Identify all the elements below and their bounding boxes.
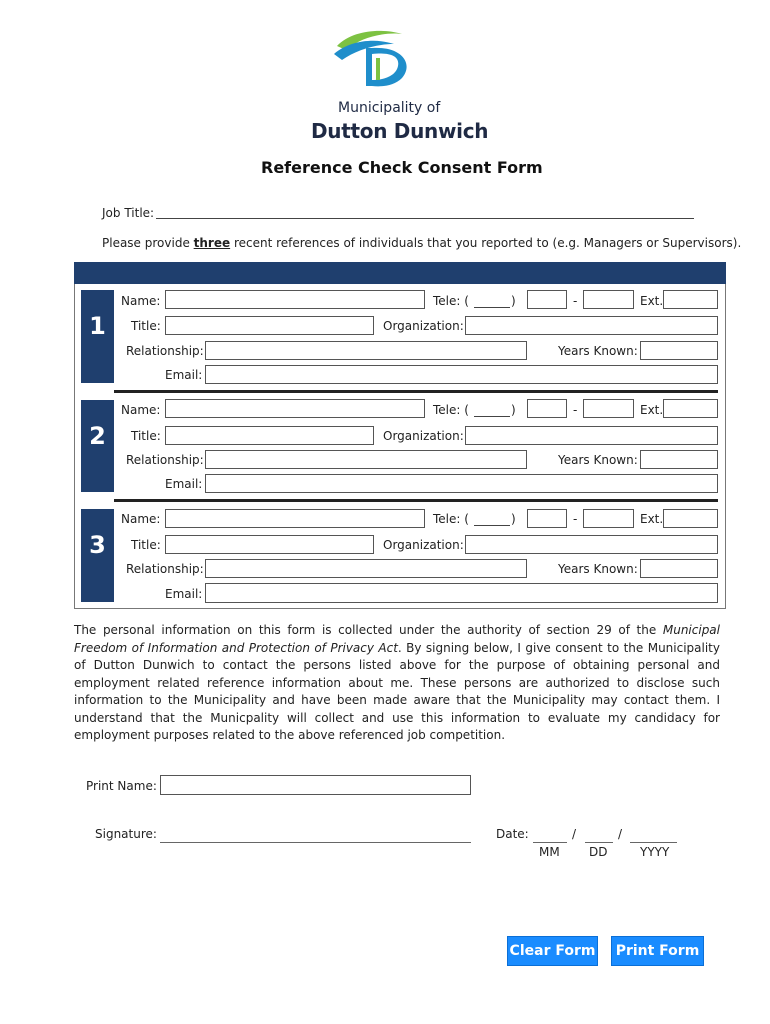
ref2-name-label: Name: (121, 403, 161, 417)
ref2-organization-label: Organization: (383, 429, 464, 443)
ref2-area-code-input[interactable] (474, 416, 510, 417)
intro-after: recent references of individuals that you reported to (e.g. Managers or Supervisors). (230, 236, 742, 250)
date-dd-hint: DD (589, 845, 608, 859)
ref3-email-input[interactable] (205, 583, 718, 603)
ref1-organization-label: Organization: (383, 319, 464, 333)
ref3-phone-prefix-input[interactable] (527, 509, 567, 528)
ref1-title-input[interactable] (165, 316, 374, 335)
ref1-email-label: Email: (165, 368, 203, 382)
print-name-label: Print Name: (86, 779, 157, 793)
ref1-tele-close: ) (511, 294, 516, 308)
ref3-organization-label: Organization: (383, 538, 464, 552)
ref1-ext-label: Ext. (640, 294, 664, 308)
consent-paragraph (74, 622, 720, 745)
date-month-input[interactable] (533, 842, 567, 843)
ref3-email-label: Email: (165, 587, 203, 601)
references-header-bar (74, 262, 726, 284)
date-label: Date: (496, 827, 529, 841)
ref2-tele-label: Tele: ( (433, 403, 469, 417)
ref3-relationship-input[interactable] (205, 559, 527, 578)
ref3-phone-line-input[interactable] (583, 509, 634, 528)
reference-number-3: 3 (81, 509, 114, 602)
ref3-relationship-label: Relationship: (126, 562, 204, 576)
ref3-tele-label: Tele: ( (433, 512, 469, 526)
date-slash-1: / (572, 827, 577, 841)
ref2-years-known-label: Years Known: (558, 453, 638, 467)
ref3-name-input[interactable] (165, 509, 425, 528)
ref1-relationship-label: Relationship: (126, 344, 204, 358)
ref1-area-code-input[interactable] (474, 307, 510, 308)
ref2-title-label: Title: (131, 429, 161, 443)
date-mm-hint: MM (539, 845, 560, 859)
ref3-ext-input[interactable] (663, 509, 718, 528)
ref2-ext-label: Ext. (640, 403, 664, 417)
intro-before: Please provide (102, 236, 194, 250)
ref3-ext-label: Ext. (640, 512, 664, 526)
ref2-phone-dash: - (573, 403, 578, 417)
intro-text (102, 236, 741, 250)
ref3-phone-dash: - (573, 512, 578, 526)
ref2-tele-close: ) (511, 403, 516, 417)
consent-law-name: Municipal Freedom of Information and Protection of Privacy Act (74, 623, 720, 655)
reference-separator-1 (114, 390, 718, 393)
logo-line-1: Municipality of (338, 100, 441, 116)
ref1-name-label: Name: (121, 294, 161, 308)
date-day-input[interactable] (585, 842, 613, 843)
ref3-name-label: Name: (121, 512, 161, 526)
intro-emphasis: three (193, 236, 231, 250)
ref2-phone-line-input[interactable] (583, 399, 634, 418)
date-yyyy-hint: YYYY (640, 845, 670, 859)
ref1-phone-line-input[interactable] (583, 290, 634, 309)
ref1-name-input[interactable] (165, 290, 425, 309)
job-title-field[interactable] (156, 218, 694, 219)
ref3-title-input[interactable] (165, 535, 374, 554)
ref3-years-known-label: Years Known: (558, 562, 638, 576)
print-form-button[interactable]: Print Form (611, 936, 704, 966)
form-title: Reference Check Consent Form (261, 158, 543, 177)
ref3-tele-close: ) (511, 512, 516, 526)
consent-part-1: The personal information on this form is collected under the authority of section 29 of the (74, 623, 663, 637)
ref2-ext-input[interactable] (663, 399, 718, 418)
clear-form-button[interactable]: Clear Form (507, 936, 598, 966)
ref3-area-code-input[interactable] (474, 525, 510, 526)
ref2-phone-prefix-input[interactable] (527, 399, 567, 418)
ref1-years-known-label: Years Known: (558, 344, 638, 358)
date-slash-2: / (618, 827, 623, 841)
consent-part-2: . By signing below, I give consent to the Municipality of Dutton Dunwich to contact the persons listed above for the purpose of obtaining personal and employment related reference information about me. These persons are authorized to disclose such information to the Municipality and have been made aware that the Municipality may contact them. I understand that the Municpality will collect and use this information to evaluate my candidacy for employment purposes related to the above referenced job competition. (74, 640, 720, 742)
logo-line-2: Dutton Dunwich (311, 119, 489, 143)
ref1-organization-input[interactable] (465, 316, 718, 335)
ref2-name-input[interactable] (165, 399, 425, 418)
ref2-organization-input[interactable] (465, 426, 718, 445)
reference-separator-2 (114, 499, 718, 502)
ref3-title-label: Title: (131, 538, 161, 552)
ref1-title-label: Title: (131, 319, 161, 333)
reference-number-2: 2 (81, 400, 114, 492)
ref1-email-input[interactable] (205, 365, 718, 384)
ref3-years-known-input[interactable] (640, 559, 718, 578)
ref1-phone-prefix-input[interactable] (527, 290, 567, 309)
date-year-input[interactable] (630, 842, 677, 843)
signature-label: Signature: (95, 827, 157, 841)
ref2-title-input[interactable] (165, 426, 374, 445)
ref2-relationship-input[interactable] (205, 450, 527, 469)
municipality-logo (332, 24, 422, 94)
job-title-label: Job Title: (102, 206, 155, 220)
ref1-relationship-input[interactable] (205, 341, 527, 360)
ref3-organization-input[interactable] (465, 535, 718, 554)
ref1-ext-input[interactable] (663, 290, 718, 309)
ref2-relationship-label: Relationship: (126, 453, 204, 467)
reference-number-1: 1 (81, 290, 114, 383)
ref1-years-known-input[interactable] (640, 341, 718, 360)
logo-emblem-icon (332, 24, 422, 94)
signature-field[interactable] (160, 842, 471, 843)
ref2-email-input[interactable] (205, 474, 718, 493)
print-name-input[interactable] (160, 775, 471, 795)
ref1-tele-label: Tele: ( (433, 294, 469, 308)
ref2-email-label: Email: (165, 477, 203, 491)
ref1-phone-dash: - (573, 294, 578, 308)
ref2-years-known-input[interactable] (640, 450, 718, 469)
